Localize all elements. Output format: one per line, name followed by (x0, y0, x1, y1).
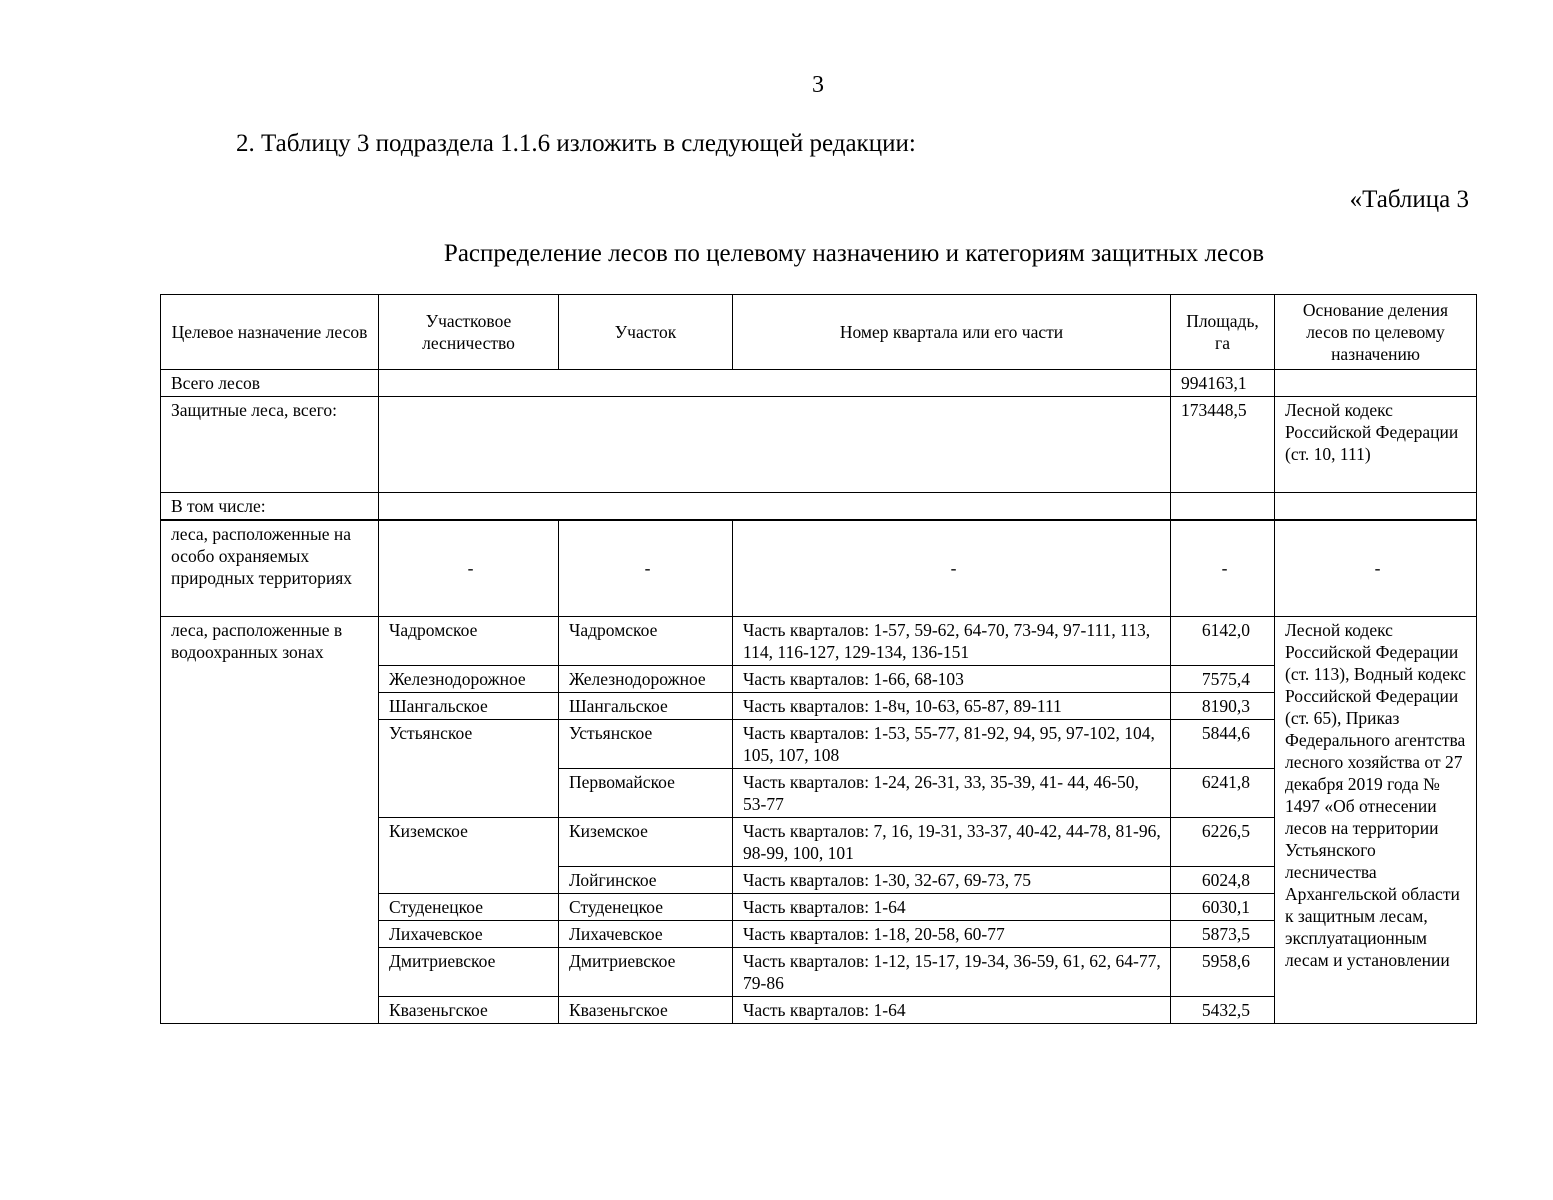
header-plot: Участок (559, 295, 733, 370)
water-label: леса, расположенные в водоохранных зонах (161, 616, 379, 1023)
plot-cell: Первомайское (559, 768, 733, 817)
forestry-cell: Киземское (379, 817, 559, 893)
quarter-cell: Часть кварталов: 1-53, 55-77, 81-92, 94, 95, 97-102, 104, 105, 107, 108 (733, 719, 1171, 768)
protective-area: 173448,5 (1171, 397, 1275, 493)
forest-distribution-table (160, 294, 1477, 1024)
dash-cell: - (1171, 520, 1275, 616)
area-cell: 5432,5 (1171, 996, 1275, 1023)
empty-cell (1171, 493, 1275, 521)
header-purpose: Целевое назначение лесов (161, 295, 379, 370)
total-label: Всего лесов (161, 370, 379, 397)
quarter-cell: Часть кварталов: 1-57, 59-62, 64-70, 73-94, 97-111, 113, 114, 116-127, 129-134, 136-151 (733, 616, 1171, 665)
table-header-row (161, 295, 1477, 370)
forestry-cell: Устьянское (379, 719, 559, 817)
forestry-cell: Лихачевское (379, 920, 559, 947)
forestry-cell: Дмитриевское (379, 947, 559, 996)
forestry-cell: Шангальское (379, 692, 559, 719)
quarter-cell: Часть кварталов: 1-66, 68-103 (733, 665, 1171, 692)
empty-cell (1275, 370, 1477, 397)
table-row (161, 493, 1477, 521)
table-reference: «Таблица 3 (1349, 186, 1469, 213)
page-number: 3 (812, 72, 824, 98)
including-label: В том числе: (161, 493, 379, 521)
forestry-cell: Квазеньгское (379, 996, 559, 1023)
plot-cell: Лойгинское (559, 866, 733, 893)
header-basis: Основание деления лесов по целевому назначению (1275, 295, 1477, 370)
quarter-cell: Часть кварталов: 1-24, 26-31, 33, 35-39, 41- 44, 46-50, 53-77 (733, 768, 1171, 817)
quarter-cell: Часть кварталов: 1-8ч, 10-63, 65-87, 89-111 (733, 692, 1171, 719)
plot-cell: Шангальское (559, 692, 733, 719)
table-row (161, 370, 1477, 397)
dash-cell: - (559, 520, 733, 616)
quarter-cell: Часть кварталов: 1-30, 32-67, 69-73, 75 (733, 866, 1171, 893)
plot-cell: Студенецкое (559, 893, 733, 920)
table-row (161, 616, 1477, 665)
total-area: 994163,1 (1171, 370, 1275, 397)
plot-cell: Квазеньгское (559, 996, 733, 1023)
oopt-label: леса, расположенные на особо охраняемых природных территориях (161, 520, 379, 616)
quarter-cell: Часть кварталов: 1-64 (733, 996, 1171, 1023)
area-cell: 6226,5 (1171, 817, 1275, 866)
dash-cell: - (733, 520, 1171, 616)
header-forestry: Участковое лесничество (379, 295, 559, 370)
table-row (161, 397, 1477, 493)
area-cell: 5844,6 (1171, 719, 1275, 768)
forestry-cell: Железнодорожное (379, 665, 559, 692)
plot-cell: Устьянское (559, 719, 733, 768)
forestry-cell: Студенецкое (379, 893, 559, 920)
area-cell: 6024,8 (1171, 866, 1275, 893)
plot-cell: Лихачевское (559, 920, 733, 947)
forestry-cell: Чадромское (379, 616, 559, 665)
empty-cell (379, 397, 1171, 493)
plot-cell: Чадромское (559, 616, 733, 665)
table-title: Распределение лесов по целевому назначению и категориям защитных лесов (443, 240, 1265, 267)
empty-cell (379, 493, 1171, 521)
table-row (161, 520, 1477, 616)
area-cell: 5958,6 (1171, 947, 1275, 996)
quarter-cell: Часть кварталов: 1-64 (733, 893, 1171, 920)
quarter-cell: Часть кварталов: 1-12, 15-17, 19-34, 36-59, 61, 62, 64-77, 79-86 (733, 947, 1171, 996)
plot-cell: Железнодорожное (559, 665, 733, 692)
area-cell: 5873,5 (1171, 920, 1275, 947)
protective-basis: Лесной кодекс Российской Федерации (ст. 10, 111) (1275, 397, 1477, 493)
area-cell: 7575,4 (1171, 665, 1275, 692)
water-basis: Лесной кодекс Российской Федерации (ст. 113), Водный кодекс Российской Федерации (ст. 65), Приказ Федерального агентства лесного хозяйства от 27 декабря 2019 года № 1497 «Об отнесении лесов на территории Устьянского лесничества Архангельской области к защитным лесам, эксплуатационным лесам и установлении (1275, 616, 1477, 1023)
quarter-cell: Часть кварталов: 1-18, 20-58, 60-77 (733, 920, 1171, 947)
dash-cell: - (379, 520, 559, 616)
plot-cell: Дмитриевское (559, 947, 733, 996)
area-cell: 6241,8 (1171, 768, 1275, 817)
dash-cell: - (1275, 520, 1477, 616)
instruction-text: 2. Таблицу 3 подраздела 1.1.6 изложить в следующей редакции: (236, 130, 916, 157)
plot-cell: Киземское (559, 817, 733, 866)
protective-label: Защитные леса, всего: (161, 397, 379, 493)
header-area: Площадь, га (1171, 295, 1275, 370)
area-cell: 6030,1 (1171, 893, 1275, 920)
quarter-cell: Часть кварталов: 7, 16, 19-31, 33-37, 40-42, 44-78, 81-96, 98-99, 100, 101 (733, 817, 1171, 866)
empty-cell (379, 370, 1171, 397)
area-cell: 6142,0 (1171, 616, 1275, 665)
empty-cell (1275, 493, 1477, 521)
area-cell: 8190,3 (1171, 692, 1275, 719)
header-quarter: Номер квартала или его части (733, 295, 1171, 370)
